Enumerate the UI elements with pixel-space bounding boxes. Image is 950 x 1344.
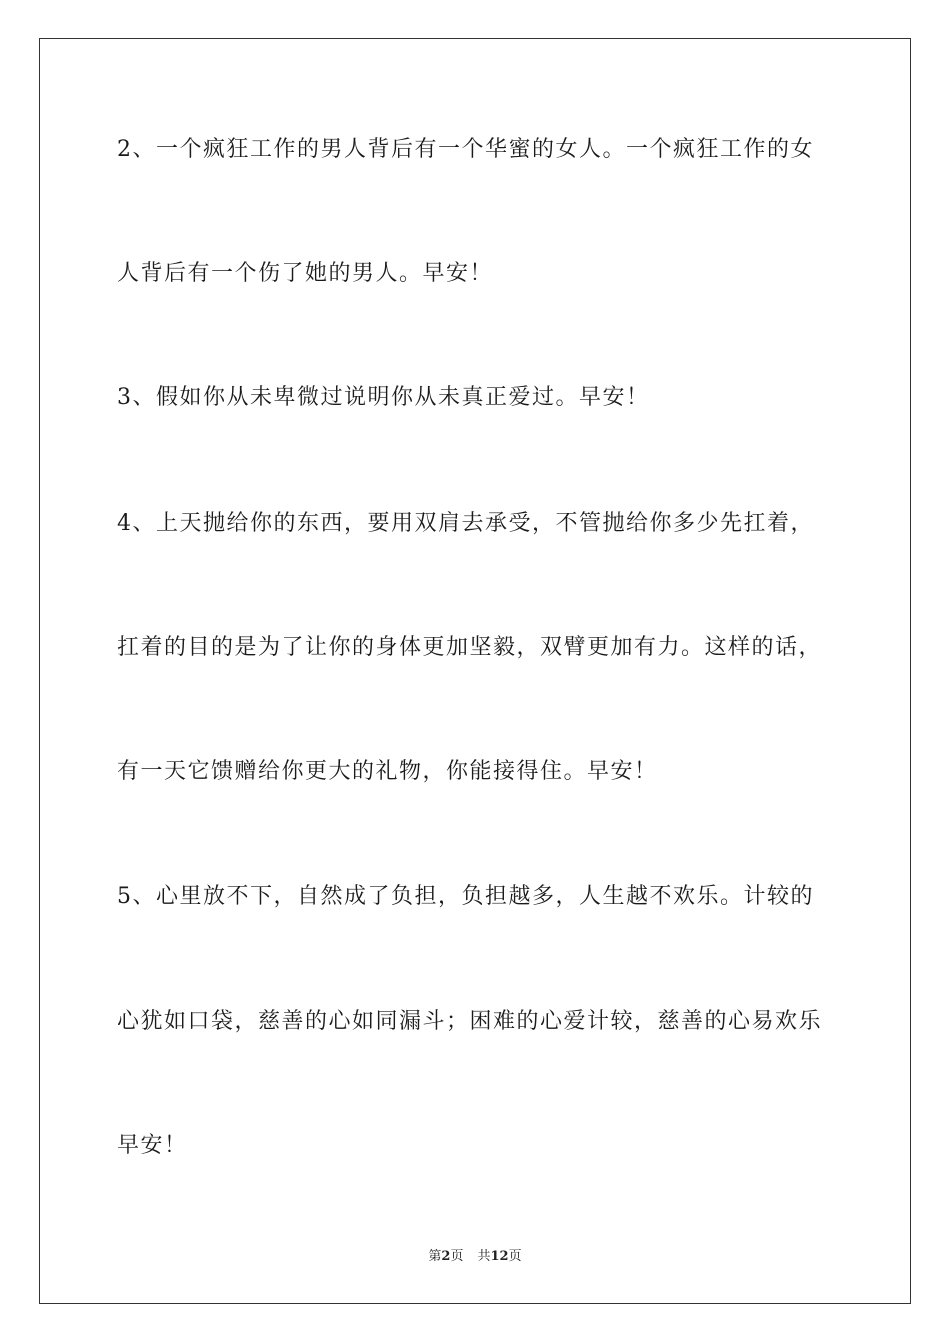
text-line: 4、上天抛给你的东西，要用双肩去承受，不管抛给你多少先扛着，	[117, 511, 814, 536]
text-line: 5、心里放不下，自然成了负担，负担越多，人生越不欢乐。计较的	[117, 884, 814, 909]
text-line: 人背后有一个伤了她的男人。早安！	[117, 261, 494, 286]
text-line: 扛着的目的是为了让你的身体更加坚毅，双臂更加有力。这样的话，	[117, 635, 823, 660]
page-label-prefix: 第	[428, 1249, 442, 1264]
page-label-suffix: 页	[450, 1249, 464, 1264]
total-label-prefix: 共	[477, 1249, 491, 1264]
text-line: 心犹如口袋，慈善的心如同漏斗；困难的心爱计较，慈善的心易欢乐	[117, 1009, 823, 1034]
total-label-suffix: 页	[508, 1249, 522, 1264]
text-line: 3、假如你从未卑微过说明你从未真正爱过。早安！	[117, 385, 650, 410]
page-number: 2	[441, 1249, 451, 1264]
page-frame	[39, 38, 911, 1304]
text-line: 2、一个疯狂工作的男人背后有一个华蜜的女人。一个疯狂工作的女	[117, 137, 814, 162]
text-line: 早安！	[117, 1133, 188, 1158]
total-pages: 12	[490, 1249, 509, 1264]
text-line: 有一天它馈赠给你更大的礼物，你能接得住。早安！	[117, 759, 658, 784]
page-footer	[0, 1248, 950, 1266]
